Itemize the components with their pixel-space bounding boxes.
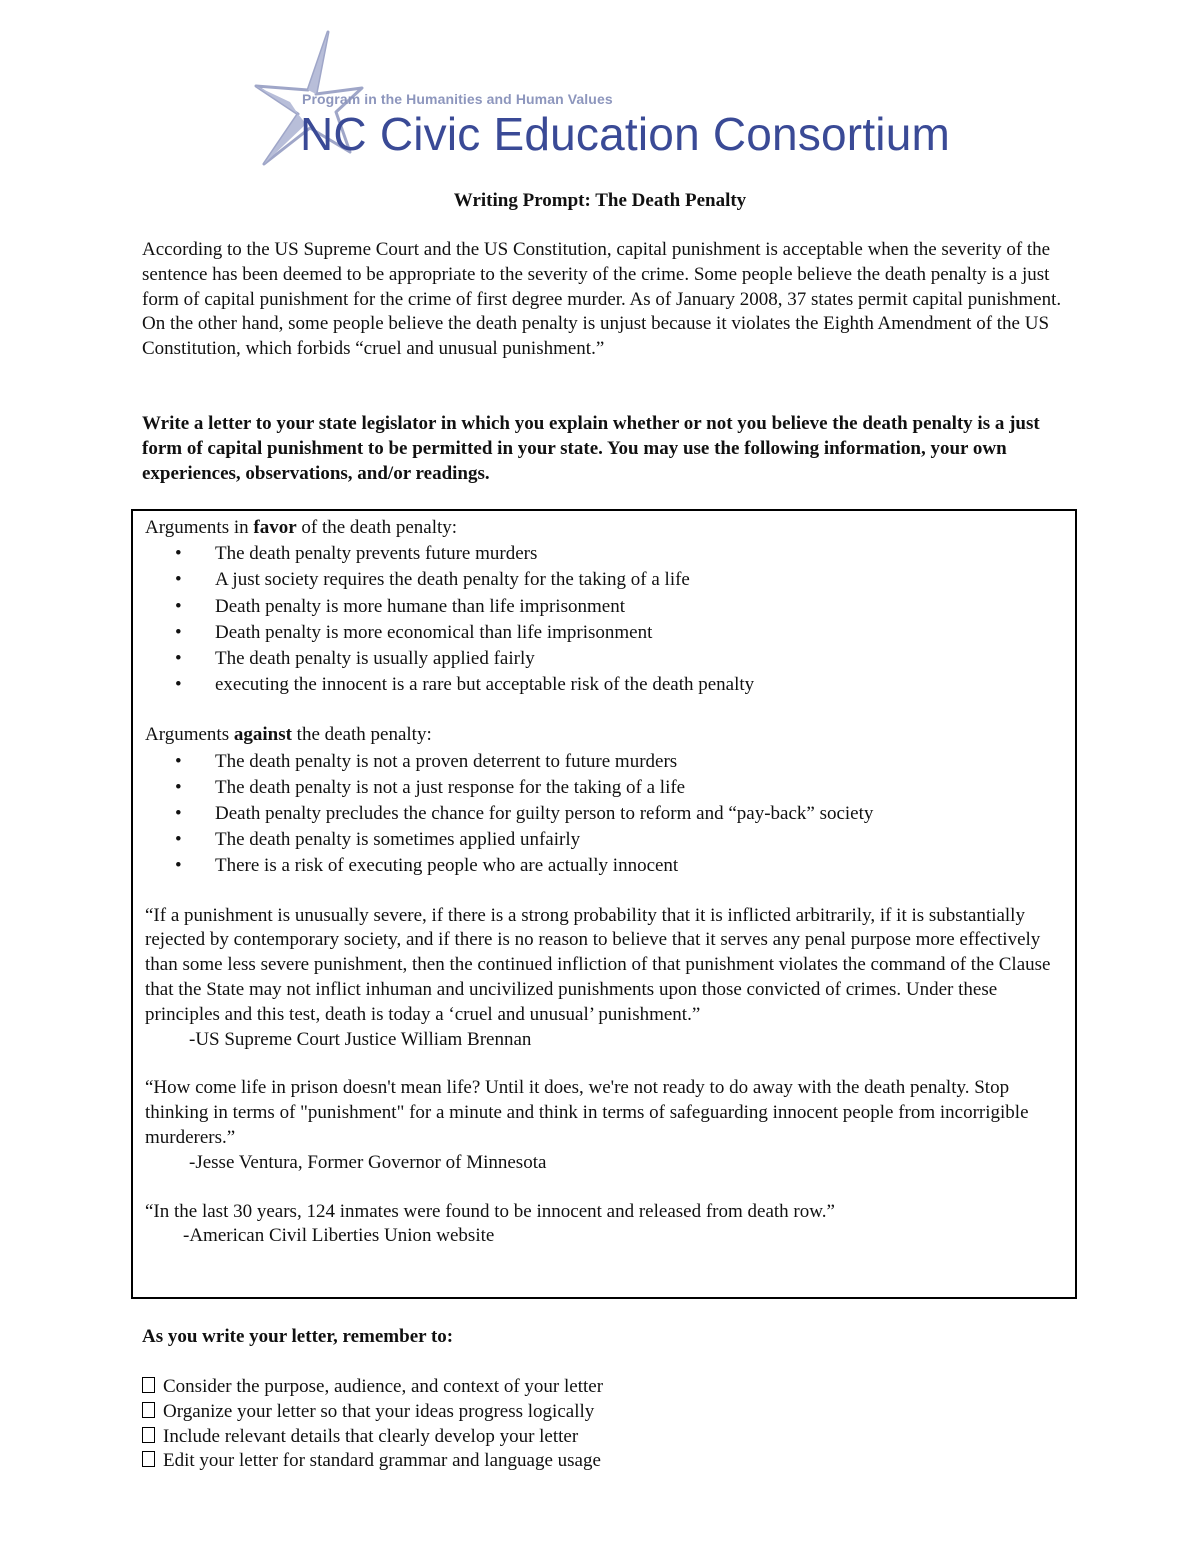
against-list <box>145 749 1065 880</box>
checklist-item-text: Edit your letter for standard grammar and language usage <box>163 1450 601 1472</box>
quote-aclu: “In the last 30 years, 124 inmates were found to be innocent and released from death row.” <box>145 1200 835 1222</box>
bullet-icon: • <box>175 829 182 851</box>
against-argument-text: There is a risk of executing people who are actually innocent <box>215 855 679 877</box>
favor-heading <box>145 515 1065 541</box>
logo <box>250 28 950 168</box>
bullet-icon: • <box>175 674 182 696</box>
favor-argument-text: A just society requires the death penalty for the taking of a life <box>215 569 690 591</box>
against-heading-prefix: Arguments <box>145 724 234 746</box>
favor-heading-prefix: Arguments in <box>145 517 254 538</box>
favor-argument-text: executing the innocent is a rare but acceptable risk of the death penalty <box>215 674 755 696</box>
favor-argument-item <box>145 620 1065 646</box>
against-argument-item <box>145 775 1065 801</box>
favor-argument-item <box>145 594 1065 620</box>
bullet-icon: • <box>175 595 182 617</box>
checklist-item-text: Include relevant details that clearly develop your letter <box>163 1425 579 1447</box>
checklist-item <box>142 1425 603 1450</box>
bullet-icon: • <box>175 543 182 565</box>
against-argument-text: Death penalty precludes the chance for guilty person to reform and “pay-back” society <box>215 803 874 825</box>
writing-prompt: Write a letter to your state legislator in which you explain whether or not you believe the death penalty is a just form of capital punishment to be permitted in your state. You may use the following information, your own experiences, observations, and/or readings. <box>142 413 1040 484</box>
checklist-item-text: Organize your letter so that your ideas progress logically <box>163 1400 595 1422</box>
favor-argument-item <box>145 646 1065 672</box>
favor-argument-item <box>145 672 1065 698</box>
favor-argument-item <box>145 567 1065 593</box>
quote-attribution: -Jesse Ventura, Former Governor of Minnesota <box>189 1151 547 1173</box>
bullet-icon: • <box>175 621 182 643</box>
favor-list <box>145 541 1065 698</box>
favor-argument-text: The death penalty prevents future murders <box>215 543 538 565</box>
against-argument-item <box>145 749 1065 775</box>
against-argument-text: The death penalty is sometimes applied unfairly <box>215 829 581 851</box>
favor-heading-emphasis: favor <box>253 517 297 538</box>
against-argument-text: The death penalty is not a proven deterrent to future murders <box>215 750 678 772</box>
checklist-item-text: Consider the purpose, audience, and context of your letter <box>163 1376 604 1397</box>
remember-heading: As you write your letter, remember to: <box>142 1326 454 1347</box>
against-heading <box>145 722 1065 748</box>
against-argument-item <box>145 827 1065 853</box>
logo-name: NC Civic Education Consortium <box>300 108 951 160</box>
quote-attribution: -US Supreme Court Justice William Brennan <box>189 1028 532 1050</box>
against-argument-text: The death penalty is not a just response for the taking of a life <box>215 776 686 798</box>
checklist-item <box>142 1400 603 1425</box>
quote-attribution: -American Civil Liberties Union website <box>183 1225 495 1247</box>
checklist <box>142 1375 603 1474</box>
against-heading-emphasis: against <box>233 724 292 746</box>
against-argument-item <box>145 801 1065 827</box>
page-title: Writing Prompt: The Death Penalty <box>453 190 747 211</box>
logo-subtitle: Program in the Humanities and Human Values <box>302 91 613 107</box>
checklist-item <box>142 1449 603 1474</box>
checkbox-icon <box>142 1451 155 1467</box>
bullet-icon: • <box>175 776 182 798</box>
bullet-icon: • <box>175 803 182 825</box>
checklist-item <box>142 1375 603 1400</box>
against-argument-item <box>145 853 1065 879</box>
bullet-icon: • <box>175 855 182 877</box>
favor-heading-suffix: of the death penalty: <box>296 517 458 538</box>
favor-argument-text: Death penalty is more economical than life imprisonment <box>215 621 653 643</box>
checkbox-icon <box>142 1427 155 1443</box>
favor-argument-item <box>145 541 1065 567</box>
bullet-icon: • <box>175 648 182 670</box>
checkbox-icon <box>142 1402 155 1418</box>
checkbox-icon <box>142 1377 155 1393</box>
intro-paragraph: According to the US Supreme Court and the US Constitution, capital punishment is acceptable when the severity of the sentence has been deemed to be appropriate to the severity of the crime. Some people believe the death penalty is a just form of capital punishment for the crime of first degree murder. As of January 2008, 37 states permit capital punishment. On the other hand, some people believe the death penalty is unjust because it violates the Eighth Amendment of the US Constitution, which forbids “cruel and unusual punishment.” <box>142 239 1062 360</box>
bullet-icon: • <box>175 569 182 591</box>
bullet-icon: • <box>175 750 182 772</box>
quote-brennan: “If a punishment is unusually severe, if there is a strong probability that it is inflicted arbitrarily, if it is substantially rejected by contemporary society, and if there is no reason to believe that it serves any penal purpose more effectively than some less severe punishment, then the continued infliction of that punishment violates the command of the Clause that the State may not inflict inhuman and uncivilized punishments upon those convicted of crimes. Under these principles and this test, death is today a ‘cruel and unusual’ punishment.” <box>145 904 1051 1025</box>
quote-ventura: “How come life in prison doesn't mean life? Until it does, we're not ready to do away with the death penalty. Stop thinking in terms of "punishment" for a minute and think in terms of safeguarding innocent people from incorrigible murderers.” <box>145 1077 1029 1149</box>
arguments-box <box>131 509 1077 1299</box>
favor-argument-text: Death penalty is more humane than life imprisonment <box>215 595 625 617</box>
against-heading-suffix: the death penalty: <box>291 724 432 746</box>
favor-argument-text: The death penalty is usually applied fairly <box>215 648 535 670</box>
